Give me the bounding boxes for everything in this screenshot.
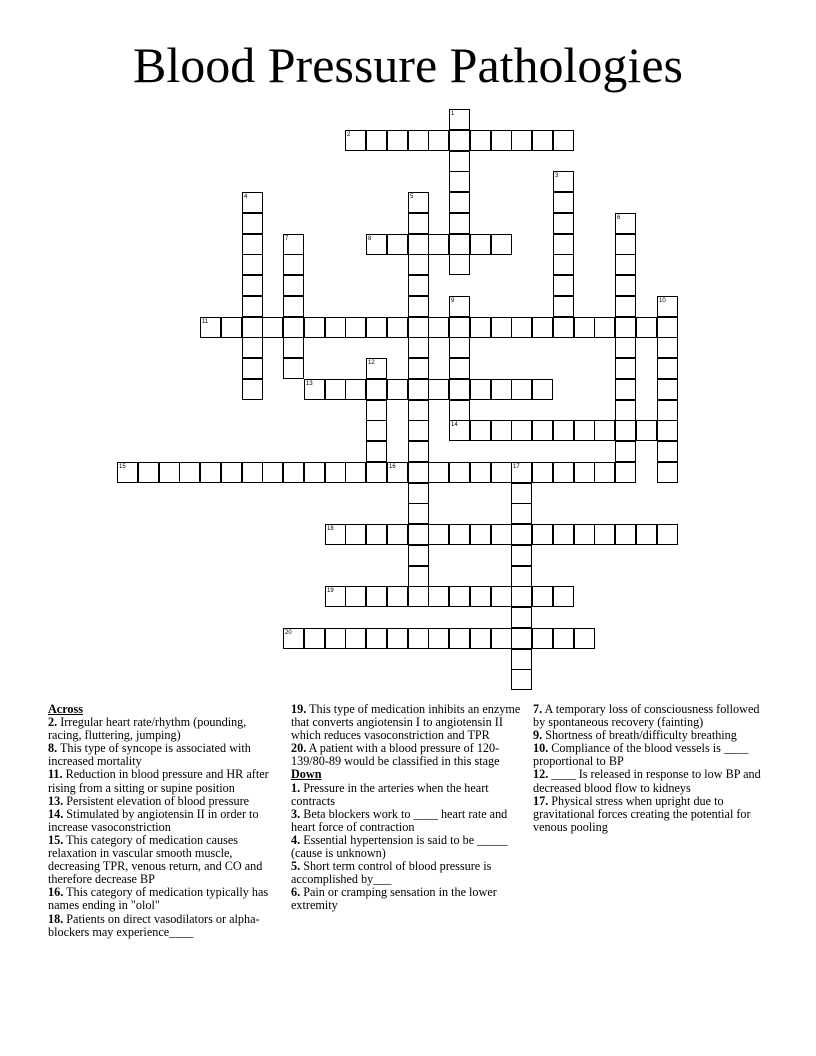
grid-cell[interactable] xyxy=(491,379,512,400)
grid-cell[interactable] xyxy=(470,524,491,545)
grid-cell[interactable] xyxy=(615,358,636,379)
grid-cell[interactable] xyxy=(428,234,449,255)
clue-down-4: 4. Essential hypertension is said to be _____ (cause is unknown) xyxy=(291,832,508,861)
grid-cell[interactable] xyxy=(408,441,429,462)
grid-cell[interactable] xyxy=(283,462,304,483)
grid-cell[interactable] xyxy=(615,254,636,275)
grid-cell[interactable] xyxy=(470,379,491,400)
grid-cell[interactable] xyxy=(428,462,449,483)
grid-cell[interactable] xyxy=(636,524,657,545)
clue-number-label: 8 xyxy=(368,236,372,242)
grid-cell[interactable] xyxy=(657,337,678,358)
grid-cell[interactable] xyxy=(366,379,387,400)
grid-cell[interactable] xyxy=(283,317,304,338)
grid-cell[interactable] xyxy=(657,462,678,483)
grid-cell[interactable] xyxy=(511,566,532,587)
clue-number-label: 5 xyxy=(410,194,414,200)
grid-cell[interactable] xyxy=(366,400,387,421)
clue-number-label: 17 xyxy=(513,464,520,470)
grid-cell[interactable] xyxy=(366,234,387,255)
grid-cell[interactable] xyxy=(511,649,532,670)
grid-cell[interactable] xyxy=(532,524,553,545)
grid-cell[interactable] xyxy=(511,420,532,441)
clue-down-7: 7. A temporary loss of consciousness followed by spontaneous recovery (fainting) xyxy=(533,702,760,730)
clue-number-label: 6 xyxy=(617,215,621,221)
clue-down-6: 6. Pain or cramping sensation in the lower extremity xyxy=(291,885,497,913)
grid-cell[interactable] xyxy=(532,628,553,649)
grid-cell[interactable] xyxy=(387,379,408,400)
grid-cell[interactable] xyxy=(283,628,304,649)
grid-cell[interactable] xyxy=(221,462,242,483)
clue-across-2: 2. Irregular heart rate/rhythm (pounding, racing, fluttering, jumping) xyxy=(48,715,247,743)
grid-cell[interactable] xyxy=(594,420,615,441)
grid-cell[interactable] xyxy=(387,586,408,607)
grid-cell[interactable] xyxy=(615,317,636,338)
grid-cell[interactable] xyxy=(657,420,678,441)
grid-cell[interactable] xyxy=(449,317,470,338)
clue-number-label: 12 xyxy=(368,360,375,366)
grid-cell[interactable] xyxy=(200,317,221,338)
grid-cell[interactable] xyxy=(511,483,532,504)
grid-cell[interactable] xyxy=(553,213,574,234)
grid-cell[interactable] xyxy=(366,420,387,441)
clue-number-label: 20 xyxy=(285,630,292,636)
grid-cell[interactable] xyxy=(242,379,263,400)
clue-down-10: 10. Compliance of the blood vessels is ____ proportional to BP xyxy=(533,741,749,769)
grid-cell[interactable] xyxy=(553,192,574,213)
grid-cell[interactable] xyxy=(283,296,304,317)
grid-cell[interactable] xyxy=(615,379,636,400)
grid-cell[interactable] xyxy=(345,317,366,338)
clue-down-17: 17. Physical stress when upright due to gravitational forces creating the potential for venous pooling xyxy=(533,793,751,834)
grid-cell[interactable] xyxy=(200,462,221,483)
clue-number-label: 19 xyxy=(327,588,334,594)
grid-cell[interactable] xyxy=(615,296,636,317)
grid-cell[interactable] xyxy=(345,130,366,151)
grid-cell[interactable] xyxy=(325,379,346,400)
grid-cell[interactable] xyxy=(408,545,429,566)
clue-number-label: 3 xyxy=(555,173,559,179)
grid-cell[interactable] xyxy=(242,192,263,213)
grid-cell[interactable] xyxy=(449,420,470,441)
grid-cell[interactable] xyxy=(532,379,553,400)
grid-cell[interactable] xyxy=(532,130,553,151)
grid-cell[interactable] xyxy=(408,503,429,524)
grid-cell[interactable] xyxy=(449,524,470,545)
grid-cell[interactable] xyxy=(325,524,346,545)
grid-cell[interactable] xyxy=(615,213,636,234)
grid-cell[interactable] xyxy=(179,462,200,483)
clue-number-label: 15 xyxy=(119,464,126,470)
grid-cell[interactable] xyxy=(449,254,470,275)
grid-cell[interactable] xyxy=(304,628,325,649)
grid-cell[interactable] xyxy=(408,358,429,379)
grid-cell[interactable] xyxy=(449,192,470,213)
clue-across-20: 20. A patient with a blood pressure of 120-139/80-89 would be classified in this stage xyxy=(291,741,500,769)
grid-cell[interactable] xyxy=(304,317,325,338)
grid-cell[interactable] xyxy=(470,130,491,151)
grid-cell[interactable] xyxy=(408,420,429,441)
clue-across-13: 13. Persistent elevation of blood pressure xyxy=(48,793,250,808)
grid-cell[interactable] xyxy=(657,524,678,545)
grid-cell[interactable] xyxy=(325,586,346,607)
clue-column-1 xyxy=(48,703,280,939)
grid-cell[interactable] xyxy=(242,358,263,379)
grid-cell[interactable] xyxy=(449,109,470,130)
grid-cell[interactable] xyxy=(408,130,429,151)
grid-cell[interactable] xyxy=(511,607,532,628)
grid-cell[interactable] xyxy=(470,317,491,338)
grid-cell[interactable] xyxy=(615,400,636,421)
grid-cell[interactable] xyxy=(449,400,470,421)
grid-cell[interactable] xyxy=(408,275,429,296)
grid-cell[interactable] xyxy=(615,441,636,462)
clue-down-3: 3. Beta blockers work to ____ heart rate and heart force of contraction xyxy=(291,806,508,834)
clue-number-label: 16 xyxy=(389,464,396,470)
grid-cell[interactable] xyxy=(553,296,574,317)
grid-cell[interactable] xyxy=(387,234,408,255)
grid-cell[interactable] xyxy=(615,275,636,296)
grid-cell[interactable] xyxy=(159,462,180,483)
grid-cell[interactable] xyxy=(408,566,429,587)
grid-cell[interactable] xyxy=(657,317,678,338)
grid-cell[interactable] xyxy=(408,628,429,649)
clue-down-9: 9. Shortness of breath/difficulty breathing xyxy=(533,728,737,743)
grid-cell[interactable] xyxy=(117,462,138,483)
clue-down-5: 5. Short term control of blood pressure is accomplished by___ xyxy=(291,859,492,887)
grid-cell[interactable] xyxy=(511,669,532,690)
grid-cell[interactable] xyxy=(449,234,470,255)
grid-cell[interactable] xyxy=(408,400,429,421)
grid-cell[interactable] xyxy=(615,524,636,545)
grid-cell[interactable] xyxy=(491,420,512,441)
grid-cell[interactable] xyxy=(470,234,491,255)
grid-cell[interactable] xyxy=(594,462,615,483)
grid-cell[interactable] xyxy=(387,524,408,545)
grid-cell[interactable] xyxy=(553,586,574,607)
grid-cell[interactable] xyxy=(366,317,387,338)
grid-cell[interactable] xyxy=(345,462,366,483)
clue-number-label: 7 xyxy=(285,236,289,242)
grid-cell[interactable] xyxy=(428,628,449,649)
grid-cell[interactable] xyxy=(615,462,636,483)
grid-cell[interactable] xyxy=(574,317,595,338)
grid-cell[interactable] xyxy=(553,130,574,151)
clue-number-label: 13 xyxy=(306,381,313,387)
grid-cell[interactable] xyxy=(491,462,512,483)
clue-across-18: 18. Patients on direct vasodilators or alpha-blockers may experience____ xyxy=(48,911,260,939)
grid-cell[interactable] xyxy=(449,171,470,192)
grid-cell[interactable] xyxy=(511,130,532,151)
grid-cell[interactable] xyxy=(511,545,532,566)
grid-cell[interactable] xyxy=(615,234,636,255)
clue-down-1: 1. Pressure in the arteries when the heart contracts xyxy=(291,780,489,808)
grid-cell[interactable] xyxy=(283,358,304,379)
grid-cell[interactable] xyxy=(366,358,387,379)
grid-cell[interactable] xyxy=(428,130,449,151)
grid-cell[interactable] xyxy=(553,524,574,545)
grid-cell[interactable] xyxy=(408,213,429,234)
clue-down-12: 12. ____ Is released in response to low BP and decreased blood flow to kidneys xyxy=(533,767,761,795)
grid-cell[interactable] xyxy=(242,296,263,317)
grid-cell[interactable] xyxy=(408,192,429,213)
clue-across-19: 19. This type of medication inhibits an enzyme that converts angiotensin I to angiotensin II which reduces vasoconstriction and TPR xyxy=(291,702,521,743)
grid-cell[interactable] xyxy=(408,254,429,275)
grid-cell[interactable] xyxy=(345,586,366,607)
grid-cell[interactable] xyxy=(138,462,159,483)
grid-cell[interactable] xyxy=(449,586,470,607)
grid-cell[interactable] xyxy=(574,420,595,441)
grid-cell[interactable] xyxy=(408,379,429,400)
grid-cell[interactable] xyxy=(408,234,429,255)
grid-cell[interactable] xyxy=(532,317,553,338)
page-title: Blood Pressure Pathologies xyxy=(133,37,683,93)
grid-cell[interactable] xyxy=(449,151,470,172)
grid-cell[interactable] xyxy=(491,524,512,545)
grid-cell[interactable] xyxy=(387,628,408,649)
grid-cell[interactable] xyxy=(553,628,574,649)
grid-cell[interactable] xyxy=(470,420,491,441)
grid-cell[interactable] xyxy=(615,420,636,441)
grid-cell[interactable] xyxy=(325,628,346,649)
grid-cell[interactable] xyxy=(242,254,263,275)
grid-cell[interactable] xyxy=(553,234,574,255)
grid-cell[interactable] xyxy=(428,524,449,545)
grid-cell[interactable] xyxy=(449,628,470,649)
grid-cell[interactable] xyxy=(491,130,512,151)
across-heading: Across xyxy=(48,702,83,716)
clue-across-11: 11. Reduction in blood pressure and HR after rising from a sitting or supine position xyxy=(48,767,269,795)
grid-cell[interactable] xyxy=(657,400,678,421)
grid-cell[interactable] xyxy=(387,130,408,151)
grid-cell[interactable] xyxy=(262,462,283,483)
grid-cell[interactable] xyxy=(304,379,325,400)
grid-cell[interactable] xyxy=(491,586,512,607)
grid-cell[interactable] xyxy=(532,586,553,607)
grid-cell[interactable] xyxy=(366,441,387,462)
clue-across-8: 8. This type of syncope is associated with increased mortality xyxy=(48,741,251,769)
clue-column-2 xyxy=(291,703,523,913)
grid-cell[interactable] xyxy=(345,379,366,400)
grid-cell[interactable] xyxy=(408,462,429,483)
grid-cell[interactable] xyxy=(428,379,449,400)
grid-cell[interactable] xyxy=(511,628,532,649)
grid-cell[interactable] xyxy=(408,317,429,338)
grid-cell[interactable] xyxy=(449,130,470,151)
clue-number-label: 9 xyxy=(451,298,455,304)
grid-cell[interactable] xyxy=(387,462,408,483)
grid-cell[interactable] xyxy=(657,358,678,379)
grid-cell[interactable] xyxy=(283,254,304,275)
grid-cell[interactable] xyxy=(574,524,595,545)
grid-cell[interactable] xyxy=(428,317,449,338)
grid-cell[interactable] xyxy=(511,524,532,545)
grid-cell[interactable] xyxy=(636,420,657,441)
grid-cell[interactable] xyxy=(553,171,574,192)
grid-cell[interactable] xyxy=(366,524,387,545)
grid-cell[interactable] xyxy=(636,317,657,338)
clue-across-15: 15. This category of medication causes relaxation in vascular smooth muscle, decreasing TPR, venous return, and CO and therefore decrease BP xyxy=(48,832,263,887)
grid-cell[interactable] xyxy=(242,275,263,296)
grid-cell[interactable] xyxy=(428,586,449,607)
grid-cell[interactable] xyxy=(366,628,387,649)
grid-cell[interactable] xyxy=(242,317,263,338)
grid-cell[interactable] xyxy=(511,317,532,338)
grid-cell[interactable] xyxy=(532,462,553,483)
grid-cell[interactable] xyxy=(553,275,574,296)
grid-cell[interactable] xyxy=(594,524,615,545)
clue-column-3 xyxy=(533,703,765,834)
grid-cell[interactable] xyxy=(657,441,678,462)
grid-cell[interactable] xyxy=(262,317,283,338)
clue-across-16: 16. This category of medication typically has names ending in "olol" xyxy=(48,885,269,913)
grid-cell[interactable] xyxy=(387,317,408,338)
grid-cell[interactable] xyxy=(449,462,470,483)
grid-cell[interactable] xyxy=(657,379,678,400)
grid-cell[interactable] xyxy=(283,234,304,255)
grid-cell[interactable] xyxy=(345,524,366,545)
grid-cell[interactable] xyxy=(242,234,263,255)
clue-number-label: 14 xyxy=(451,422,458,428)
grid-cell[interactable] xyxy=(449,379,470,400)
grid-cell[interactable] xyxy=(511,379,532,400)
grid-cell[interactable] xyxy=(491,317,512,338)
grid-cell[interactable] xyxy=(221,317,242,338)
grid-cell[interactable] xyxy=(283,275,304,296)
grid-cell[interactable] xyxy=(657,296,678,317)
grid-cell[interactable] xyxy=(553,462,574,483)
grid-cell[interactable] xyxy=(408,337,429,358)
grid-cell[interactable] xyxy=(366,462,387,483)
clue-number-label: 4 xyxy=(244,194,248,200)
clue-number-label: 1 xyxy=(451,111,455,117)
grid-cell[interactable] xyxy=(408,483,429,504)
grid-cell[interactable] xyxy=(449,213,470,234)
grid-cell[interactable] xyxy=(491,234,512,255)
grid-cell[interactable] xyxy=(470,586,491,607)
clue-across-14: 14. Stimulated by angiotensin II in order to increase vasoconstriction xyxy=(48,806,259,834)
down-heading: Down xyxy=(291,767,322,782)
grid-cell[interactable] xyxy=(491,628,512,649)
grid-cell[interactable] xyxy=(615,337,636,358)
grid-cell[interactable] xyxy=(574,628,595,649)
grid-cell[interactable] xyxy=(325,317,346,338)
grid-cell[interactable] xyxy=(242,213,263,234)
clue-number-label: 10 xyxy=(659,298,666,304)
grid-cell[interactable] xyxy=(366,586,387,607)
grid-cell[interactable] xyxy=(594,317,615,338)
clue-number-label: 11 xyxy=(202,319,209,325)
grid-cell[interactable] xyxy=(408,296,429,317)
clue-number-label: 2 xyxy=(347,132,351,138)
grid-cell[interactable] xyxy=(511,586,532,607)
grid-cell[interactable] xyxy=(511,503,532,524)
grid-cell[interactable] xyxy=(553,317,574,338)
grid-cell[interactable] xyxy=(283,337,304,358)
clue-number-label: 18 xyxy=(327,526,334,532)
grid-cell[interactable] xyxy=(408,586,429,607)
grid-cell[interactable] xyxy=(449,358,470,379)
grid-cell[interactable] xyxy=(470,628,491,649)
grid-cell[interactable] xyxy=(449,296,470,317)
grid-cell[interactable] xyxy=(470,462,491,483)
grid-cell[interactable] xyxy=(574,462,595,483)
grid-cell[interactable] xyxy=(553,254,574,275)
grid-cell[interactable] xyxy=(242,337,263,358)
grid-cell[interactable] xyxy=(325,462,346,483)
grid-cell[interactable] xyxy=(511,462,532,483)
grid-cell[interactable] xyxy=(345,628,366,649)
grid-cell[interactable] xyxy=(449,337,470,358)
grid-cell[interactable] xyxy=(366,130,387,151)
grid-cell[interactable] xyxy=(304,462,325,483)
grid-cell[interactable] xyxy=(408,524,429,545)
grid-cell[interactable] xyxy=(242,462,263,483)
grid-cell[interactable] xyxy=(553,420,574,441)
grid-cell[interactable] xyxy=(532,420,553,441)
